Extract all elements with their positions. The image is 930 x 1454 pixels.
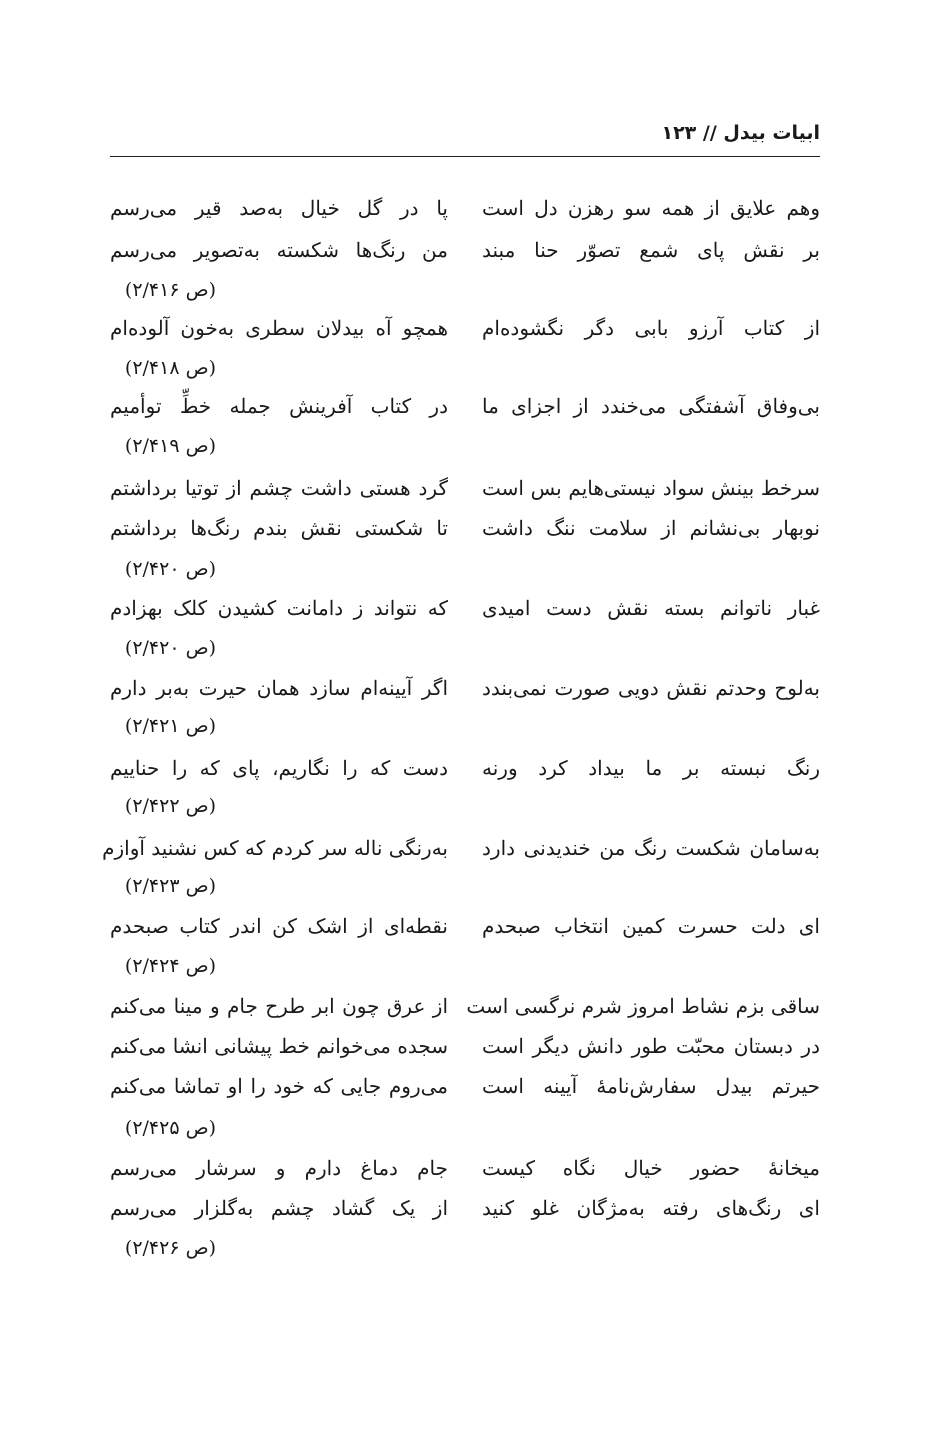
verse-second-hemistich: که نتواند ز دامانت کشیدن کلک بهزادم	[110, 596, 448, 620]
verse-first-hemistich: به‌لوح وحدتم نقش دویی صورت نمی‌بندد	[482, 676, 820, 700]
verse-second-hemistich: پا در گل خیال به‌صد قیر می‌رسم	[110, 196, 448, 220]
page-reference: (ص ۲/۴۲۶)	[124, 1237, 216, 1259]
verse-first-hemistich: به‌سامان شکست رنگ من خندیدنی دارد	[482, 836, 820, 860]
verse-first-hemistich: نوبهار بی‌نشانم از سلامت ننگ داشت	[482, 516, 820, 540]
page-reference: (ص ۲/۴۲۵)	[124, 1117, 216, 1139]
verse-second-hemistich: سجده می‌خوانم خط پیشانی انشا می‌کنم	[110, 1034, 448, 1058]
verse-first-hemistich: رنگ نبسته بر ما بیداد کرد ورنه	[482, 756, 820, 780]
verse-second-hemistich: در کتاب آفرینش جمله خطِّ توأمیم	[110, 394, 448, 418]
verse-first-hemistich: از کتاب آرزو بابی دگر نگشوده‌ام	[482, 316, 820, 340]
verse-second-hemistich: همچو آه بیدلان سطری به‌خون آلوده‌ام	[110, 316, 448, 340]
verse-second-hemistich: دست که را نگاریم، پای که را حناییم	[110, 756, 448, 780]
running-header-title: ابیات بیدل // ۱۲۳	[661, 122, 820, 144]
verse-first-hemistich: بر نقش پای شمع تصوّر حنا مبند	[482, 238, 820, 262]
verse-second-hemistich: از یک گشاد چشم به‌گلزار می‌رسم	[110, 1196, 448, 1220]
page-header	[110, 118, 820, 157]
verse-first-hemistich: غبار ناتوانم بسته نقش دست امیدی	[482, 596, 820, 620]
verse-second-hemistich: من رنگ‌ها شکسته به‌تصویر می‌رسم	[110, 238, 448, 262]
verse-second-hemistich: جام دماغ دارم و سرشار می‌رسم	[110, 1156, 448, 1180]
verse-first-hemistich: ساقی بزم نشاط امروز شرم نرگسی است	[466, 994, 820, 1018]
page-reference: (ص ۲/۴۱۹)	[124, 435, 216, 457]
page-reference: (ص ۲/۴۲۴)	[124, 955, 216, 977]
page-reference: (ص ۲/۴۱۸)	[124, 357, 216, 379]
verse-first-hemistich: ای رنگ‌های رفته به‌مژگان غلو کنید	[482, 1196, 820, 1220]
page-reference: (ص ۲/۴۲۰)	[124, 558, 216, 580]
verse-first-hemistich: در دبستان محبّت طور دانش دیگر است	[482, 1034, 820, 1058]
verse-second-hemistich: تا شکستی نقش بندم رنگ‌ها برداشتم	[110, 516, 448, 540]
page-reference: (ص ۲/۴۲۰)	[124, 637, 216, 659]
verse-second-hemistich: می‌روم جایی که خود را او تماشا می‌کنم	[110, 1074, 448, 1098]
verse-first-hemistich: وهم علایق از همه سو رهزن دل است	[482, 196, 820, 220]
page-reference: (ص ۲/۴۱۶)	[124, 279, 216, 301]
page-reference: (ص ۲/۴۲۲)	[124, 795, 216, 817]
verse-second-hemistich: به‌رنگی ناله سر کردم که کس نشنید آوازم	[102, 836, 448, 860]
verse-first-hemistich: بی‌وفاق آشفتگی می‌خندد از اجزای ما	[482, 394, 820, 418]
page-reference: (ص ۲/۴۲۳)	[124, 875, 216, 897]
verse-first-hemistich: سرخط بینش سواد نیستی‌هایم بس است	[482, 476, 820, 500]
verse-second-hemistich: اگر آیینه‌ام سازد همان حیرت به‌بر دارم	[110, 676, 448, 700]
verse-second-hemistich: نقطه‌ای از اشک کن اندر کتاب صبحدم	[110, 914, 448, 938]
verse-first-hemistich: حیرتم بیدل سفارش‌نامهٔ آیینه است	[482, 1074, 820, 1098]
verse-second-hemistich: از عرق چون ابر طرح جام و مینا می‌کنم	[110, 994, 448, 1018]
page-reference: (ص ۲/۴۲۱)	[124, 715, 216, 737]
verse-second-hemistich: گرد هستی داشت چشم از توتیا برداشتم	[110, 476, 448, 500]
verse-first-hemistich: ای دلت حسرت کمین انتخاب صبحدم	[482, 914, 820, 938]
verse-first-hemistich: میخانهٔ حضور خیال نگاه کیست	[482, 1156, 820, 1180]
